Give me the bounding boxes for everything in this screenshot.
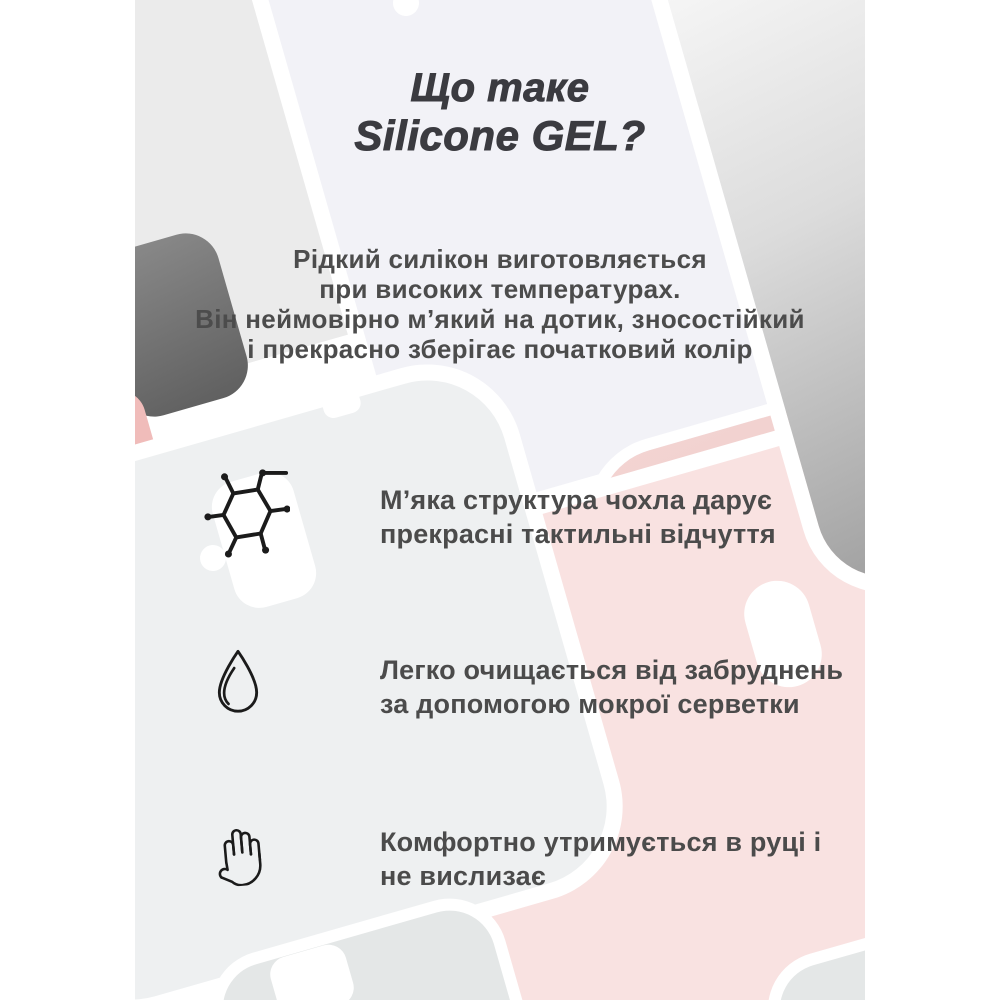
molecule-icon bbox=[204, 466, 290, 558]
feature-text-soft-structure bbox=[380, 483, 860, 551]
feature-2-line-2: за допомогою мокрої серветки bbox=[380, 689, 800, 719]
feature-text-easy-cleaning bbox=[380, 653, 860, 721]
feature-text-comfort-grip bbox=[380, 825, 860, 893]
title-line-2: Silicone GEL? bbox=[354, 112, 646, 159]
feature-1-line-2: прекрасні тактильні відчуття bbox=[380, 519, 776, 549]
feature-1-line-1: М’яка структура чохла дарує bbox=[380, 485, 773, 515]
feature-2-line-1: Легко очищається від забруднень bbox=[380, 655, 844, 685]
intro-paragraph bbox=[0, 244, 1000, 364]
intro-line-4: і прекрасно зберігає початковий колір bbox=[247, 334, 753, 364]
page-title bbox=[0, 64, 1000, 160]
intro-line-3: Він неймовірно м’який на дотик, зносостійкий bbox=[195, 304, 805, 334]
title-line-1: Що таке bbox=[410, 66, 590, 110]
hand-icon bbox=[210, 818, 268, 886]
feature-3-line-1: Комфортно утримується в руці і bbox=[380, 827, 822, 857]
water-drop-icon bbox=[214, 648, 262, 715]
feature-3-line-2: не вислизає bbox=[380, 861, 546, 891]
intro-line-1: Рідкий силікон виготовляється bbox=[293, 244, 707, 274]
intro-line-2: при високих температурах. bbox=[319, 274, 681, 304]
